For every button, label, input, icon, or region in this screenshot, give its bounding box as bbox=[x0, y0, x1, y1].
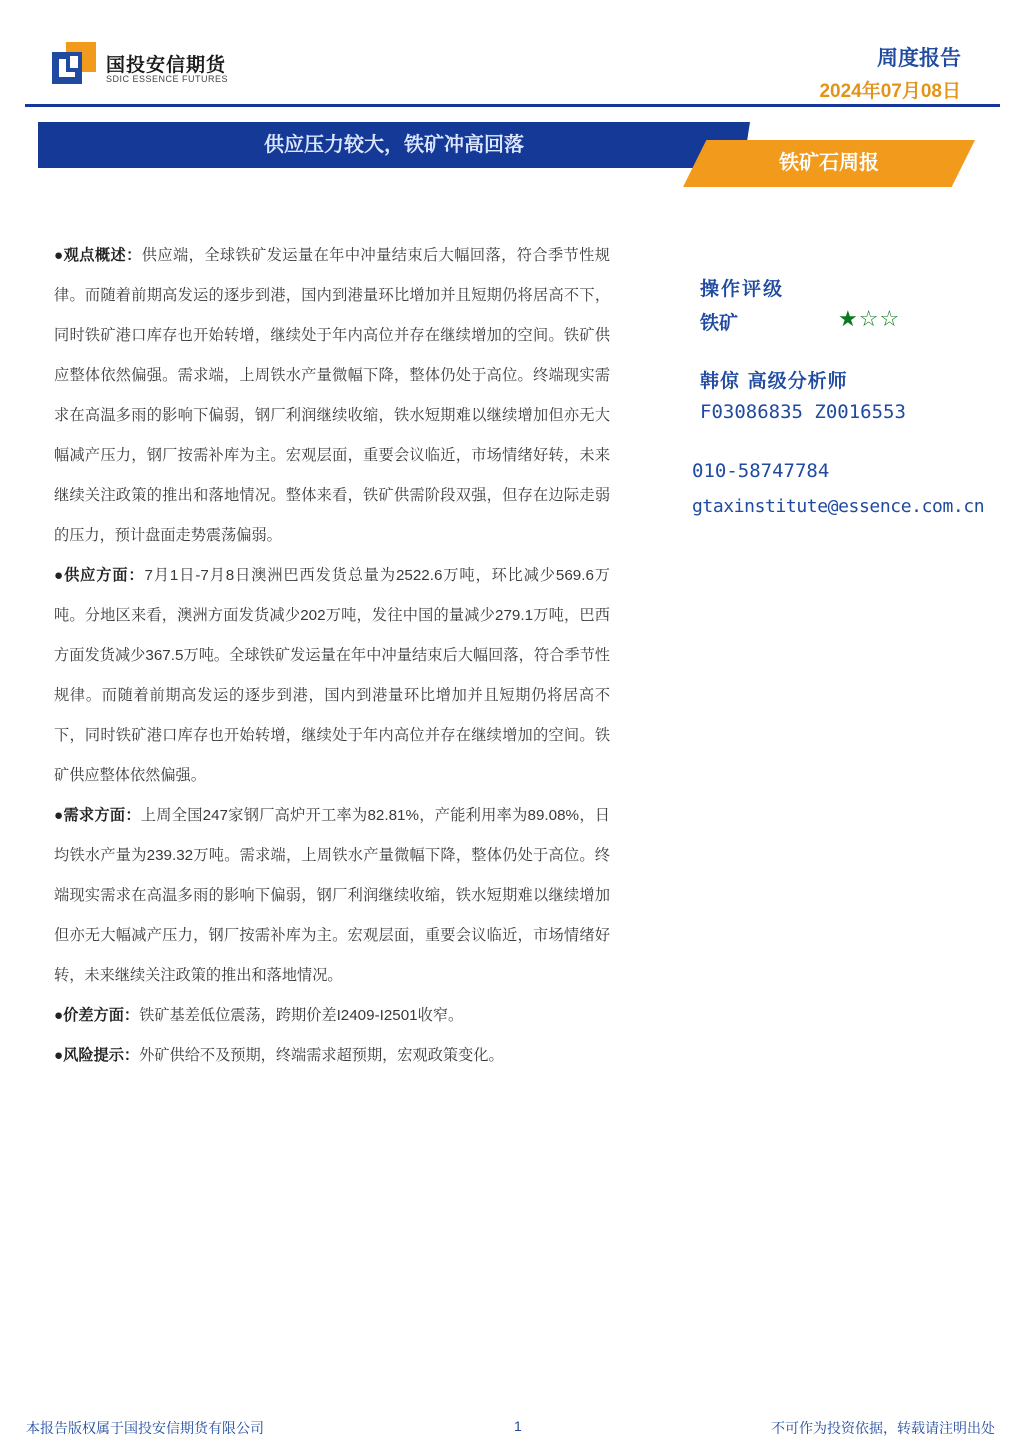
section-text: 7月1日-7月8日澳洲巴西发货总量为2522.6万吨，环比减少569.6万吨。分地区来看，澳洲方面发货减少202万吨，发往中国的量减少279.1万吨，巴西方面发货减少367.5万吨。全球铁矿发运量在年中冲量结束后大幅回落，符合季节性规律。而随着前期高发运的逐步到港，国内到港量环比增加并且短期仍将居高不下，同时铁矿港口库存也开始转增，继续处于年内高位并存在继续增加的空间。铁矿供应整体依然偏强。 bbox=[54, 567, 610, 784]
rating-label: 操作评级 bbox=[700, 278, 785, 300]
report-category: 铁矿石周报 bbox=[779, 152, 879, 174]
section-label: ●风险提示： bbox=[54, 1047, 140, 1064]
report-title: 供应压力较大，铁矿冲高回落 bbox=[264, 134, 524, 156]
contact-phone: 010-58747784 bbox=[692, 460, 830, 482]
section-risk bbox=[54, 1036, 610, 1076]
section-text: 铁矿基差低位震荡，跨期价差I2409-I2501收窄。 bbox=[139, 1007, 464, 1024]
report-date: 2024年07月08日 bbox=[819, 81, 961, 102]
logo-english-name: SDIC ESSENCE FUTURES bbox=[106, 74, 229, 84]
page-number: 1 bbox=[514, 1418, 522, 1434]
section-label: ●需求方面： bbox=[54, 807, 141, 824]
logo-chinese-name: 国投安信期货 bbox=[106, 55, 227, 76]
analyst-license: F03086835 Z0016553 bbox=[700, 401, 906, 423]
section-demand bbox=[54, 796, 610, 996]
rating-stars-icon: ★☆☆ bbox=[838, 306, 901, 331]
report-type: 周度报告 bbox=[877, 47, 961, 70]
section-label: ●观点概述： bbox=[54, 247, 142, 264]
section-text: 上周全国247家钢厂高炉开工率为82.81%，产能利用率为89.08%，日均铁水产量为239.32万吨。需求端，上周铁水产量微幅下降，整体仍处于高位。终端现实需求在高温多雨的影响下偏弱，钢厂利润继续收缩，铁水短期难以继续增加但亦无大幅减产压力，钢厂按需补库为主。宏观层面，重要会议临近，市场情绪好转，未来继续关注政策的推出和落地情况。 bbox=[54, 807, 610, 984]
section-supply bbox=[54, 556, 610, 796]
section-text: 供应端，全球铁矿发运量在年中冲量结束后大幅回落，符合季节性规律。而随着前期高发运的逐步到港，国内到港量环比增加并且短期仍将居高不下，同时铁矿港口库存也开始转增，继续处于年内高位并存在继续增加的空间。铁矿供应整体依然偏强。需求端，上周铁水产量微幅下降，整体仍处于高位。终端现实需求在高温多雨的影响下偏弱，钢厂利润继续收缩，铁水短期难以继续增加但亦无大幅减产压力，钢厂按需补库为主。宏观层面，重要会议临近，市场情绪好转，未来继续关注政策的推出和落地情况。整体来看，铁矿供需阶段双强，但存在边际走弱的压力，预计盘面走势震荡偏弱。 bbox=[54, 247, 610, 544]
company-logo-icon bbox=[52, 42, 96, 84]
section-overview bbox=[54, 236, 610, 556]
section-text: 外矿供给不及预期，终端需求超预期，宏观政策变化。 bbox=[139, 1047, 504, 1064]
section-label: ●价差方面： bbox=[54, 1007, 140, 1024]
report-body bbox=[54, 236, 610, 1076]
rating-item: 铁矿 bbox=[700, 312, 739, 334]
footer-copyright: 本报告版权属于国投安信期货有限公司 bbox=[26, 1420, 264, 1436]
section-spread bbox=[54, 996, 610, 1036]
header-divider bbox=[25, 104, 1000, 107]
section-label: ●供应方面： bbox=[54, 567, 145, 584]
footer-disclaimer: 不可作为投资依据，转载请注明出处 bbox=[771, 1420, 995, 1436]
analyst-name: 韩倞 高级分析师 bbox=[700, 370, 848, 392]
contact-email[interactable]: gtaxinstitute@essence.com.cn bbox=[692, 496, 985, 517]
